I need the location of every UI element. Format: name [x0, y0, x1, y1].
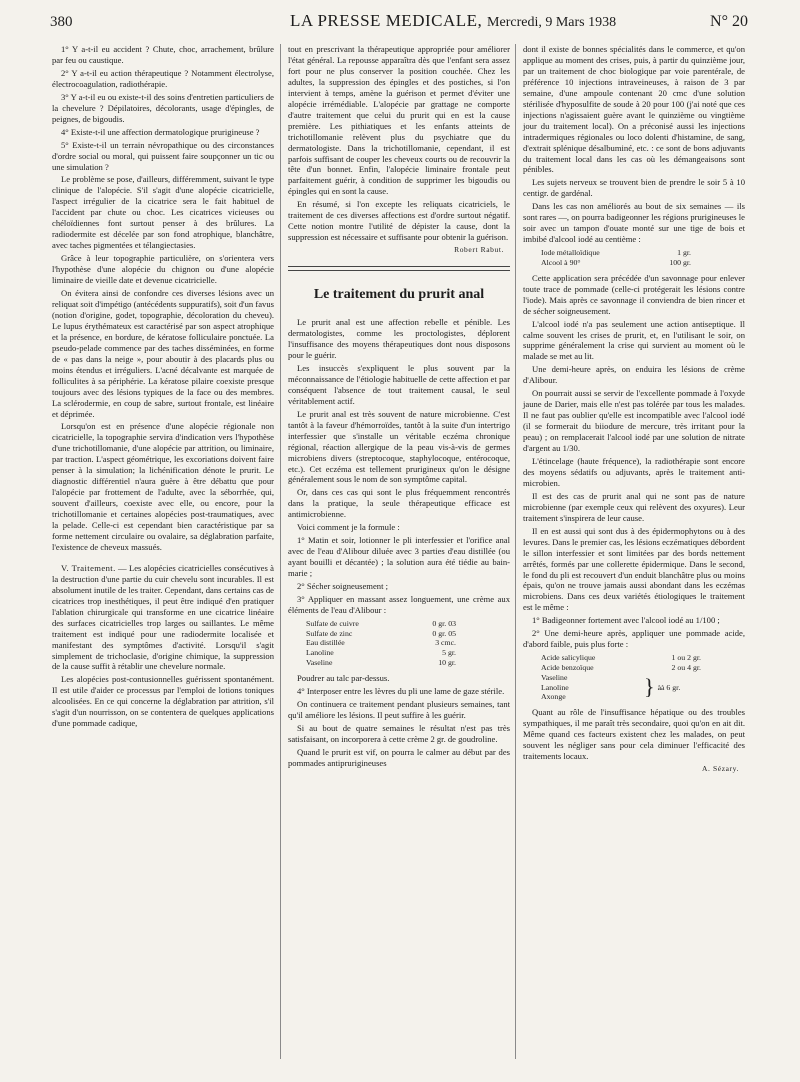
paragraph: En résumé, si l'on excepte les reliquats cicatriciels, le traitement de ces diverses affections est d'ordre surtout négatif. Cette notion montre l'utilité de dépister la cause, dont la suppression est nécessaire et suffisante pour obtenir la guérison.: [288, 199, 510, 243]
formula-base-qty: àà 6 gr.: [657, 682, 681, 692]
article-title: Le traitement du prurit anal: [313, 287, 485, 303]
brace-glyph: }: [644, 674, 655, 700]
paragraph: On continuera ce traitement pendant plusieurs semaines, tant qu'il améliore les lésions. Il peut suffire à les guérir.: [288, 698, 510, 720]
paragraph: 1° Y a-t-il eu accident ? Chute, choc, arrachement, brûlure par feu ou caustique.: [52, 44, 274, 65]
page-number: 380: [50, 14, 73, 30]
paragraph: Lorsqu'on est en présence d'une alopécie régionale non cicatricielle, la topographie servira d'indication vers l'hypothèse d'une trichotillomanie, d'une alopécie par attrition, ou liminaire, par traction. L'aspect géométrique, les excoriations doivent faire penser à la simulation; la lichénification dénote le prurit. Le diagnostic différentiel n'aura guère à être débattu que pour l'alopécie par frottement de l'adulte, avec la séborrhée, qui, souvent d'ailleurs, coexiste avec elle, ou encore, pour la trichotillomanie et certaines alopécies post-traumatiques, avec la pelade. Celle-ci est cependant bien caractéristique par sa forme nettement circulaire ou ovalaire, sa déglabration parfaite, l'existence de cheveux massués.: [52, 421, 274, 552]
paragraph: Les alopécies post-contusionnelles guérissent spontanément. Il est utile d'aider ce processus par l'emploi de lotions toniques alcoolisées. En ce qui concerne la déglabration par attrition, s'il s'agit d'un nourrisson, on se contentera de quelques applications d'une pommade cadique,: [52, 674, 274, 729]
paragraph: 2° Y a-t-il eu action thérapeutique ? Notamment électrolyse, électrocoagulation, radiothérapie.: [52, 67, 274, 89]
paragraph: Poudrer au talc par-dessus.: [297, 672, 390, 683]
paragraph: Il est des cas de prurit anal qui ne sont pas de nature microbienne (par exemple ceux qui relèvent des oxyures). Leur traitement s'inspirera de leur cause.: [523, 490, 745, 523]
paragraph: On évitera ainsi de confondre ces diverses lésions avec un reliquat soit d'impétigo (antécédents suppuratifs), soit d'un favus (notion d'origine, godet, topographie, décoloration du cheveu). Le lupus érythémateux est caractérisé par son aspect atrophique et la présence, en bordure, de kératose folliculaire ponctuée. La pseudo-pelade commence par des taches disséminées, en forme de « pas dans la neige », pour aboutir à des placards plus ou moins étendus et irréguliers. L'acné décalvante est marquée de folliculites à sa périphérie. La kératose pilaire coexiste presque toujours avec des lésions typiques de la face ou des membres. La sclérodermie, en coup de sabre, surtout frontale, est linéaire et déprimée.: [52, 288, 274, 419]
paragraph: Les sujets nerveux se trouvent bien de prendre le soir 5 à 10 centigr. de gardénal.: [523, 177, 745, 199]
paragraph: 5° Existe-t-il un terrain névropathique ou des circonstances d'ordre social ou moral, qui puissent faire soupçonner un tic ou une simulation ?: [52, 139, 274, 172]
issue-number: N° 20: [710, 13, 748, 30]
column-3: [523, 44, 745, 775]
paragraph: 2° Une demi-heure après, appliquer une pommade acide, d'abord faible, puis plus forte :: [523, 628, 745, 650]
paragraph: 1° Badigeonner fortement avec l'alcool iodé au 1/100 ;: [532, 615, 720, 626]
formula-row: Acide salicylique 1 ou 2 gr.: [541, 653, 701, 663]
paragraph: Cette application sera précédée d'un savonnage pour enlever toute trace de pommade (celle-ci protégerait les lésions contre l'iode). Mais après ce savonnage il conviendra de bien rincer et de sécher soigneusement.: [523, 272, 745, 316]
formula-base-list: Vaseline Lanoline Axonge: [541, 672, 569, 702]
formula-row: Eau distillée 3 cmc.: [306, 638, 456, 648]
paragraph: Le prurit anal est une affection rebelle et pénible. Les dermatologistes, comme les proctologistes, déplorent l'insuffisance des moyens thérapeutiques dont nous disposons pour le guérir.: [288, 317, 510, 360]
formula-row: Sulfate de zinc 0 gr. 05: [306, 628, 456, 638]
formula-brace-group: [541, 673, 745, 702]
author-signature: A. Sézary.: [702, 763, 739, 773]
formula-row: Lanoline 5 gr.: [306, 648, 456, 658]
paragraph: 2° Sécher soigneusement ;: [297, 581, 389, 592]
paragraph: Le prurit anal est très souvent de nature microbienne. C'est tantôt à la faveur d'hémorroïdes, tantôt à la suite d'un intertrigo interfessier que s'installe un véritable eczéma chronique régional, réaction allergique de la peau vis-à-vis de germes microbiens divers (streptocoque, staphylocoque, entérocoque, etc.). Cet eczéma est tellement prurigineux qu'on le désigne généralement sous le nom de son symptôme capital.: [288, 408, 510, 485]
paragraph: L'alcool iodé n'a pas seulement une action antiseptique. Il calme souvent les crises de prurit, et, en l'utilisant le soir, on supprime généralement la crise qui survient au moment où le malade se met au lit.: [523, 318, 745, 362]
paragraph: Dans les cas non améliorés au bout de six semaines — ils sont rares —, on pourra badigeonner les régions prurigineuses le soir avec un tampon d'ouate monté sur une tige de bois et imbibé d'alcool iodé au centième :: [523, 201, 745, 245]
journal-name: LA PRESSE MEDICALE,: [290, 11, 483, 30]
section-heading: V. Traitement.: [61, 562, 116, 573]
paragraph: Grâce à leur topographie particulière, on s'orientera vers l'hypothèse d'une alopécie du chignon ou d'une alopécie liminaire de vieille date et devenue cicatricielle.: [52, 253, 274, 286]
formula-iode: [541, 248, 745, 268]
page-header: [50, 10, 748, 36]
paragraph: tout en prescrivant la thérapeutique appropriée pour améliorer l'état général. La repousse apparaîtra dès que l'enfant sera assez fort pour ne plus conserver la position couchée. Chez les adultes, la suppression des épingles et des postiches, si l'on intervient à temps, amène la guérison et permet d'éviter une alopécie irrémédiable. L'alopécie par grattage ne comporte d'autre traitement que celui du prurit qui en est la cause première. Les pithiatiques et les enfants atteints de trichotillomanie relèvent plus du psychiatre que du dermatologiste. Dans la trichotillomanie, cependant, il est parfois suffisant de couper les cheveux courts ou de recouvrir la tête d'un bonnet. Enfin, l'alopécie liminaire frontale peut parfaitement guérir, à condition de supprimer les bigoudis ou épingles qui en sont la cause.: [288, 44, 510, 197]
formula-row: Iode métalloïdique 1 gr.: [541, 248, 691, 258]
formula-row: Vaseline 10 gr.: [306, 658, 456, 668]
formula-row: Sulfate de cuivre 0 gr. 03: [306, 618, 456, 628]
formula-row: Alcool à 90° 100 gr.: [541, 257, 691, 267]
formula-alibour: [306, 619, 510, 668]
column-2: [288, 44, 510, 771]
column-divider: [280, 44, 281, 1059]
journal-title: [290, 11, 616, 31]
paragraph: 1° Matin et soir, lotionner le pli interfessier et l'orifice anal avec de l'eau d'Alibour diluée avec 3 parties d'eau distillée (ou ayant bouilli et décantée) ; la solution aura été tiédie au bain-marie ;: [288, 535, 510, 579]
paragraph: [52, 563, 274, 673]
paragraph: 3° Appliquer en massant assez longuement, une crème aux éléments de l'eau d'Alibour :: [288, 593, 510, 615]
paragraph: 3° Y a-t-il eu ou existe-t-il des soins d'entretien particuliers de la chevelure ? Dépilatoires, décolorants, usage d'épingles, de peignes, de bigoudis.: [52, 91, 274, 124]
paragraph: 4° Existe-t-il une affection dermatologique prurigineuse ?: [61, 126, 260, 137]
article-rule: [288, 270, 510, 271]
paragraph: Quant au rôle de l'insuffisance hépatique ou des troubles sympathiques, il me paraît très secondaire, quoi qu'on en ait dit. Même quand ces facteurs existent chez les malades, on peut souvent les négliger sans pour cela diminuer l'efficacité des traitements locaux.: [523, 707, 745, 761]
paragraph-text: — Les alopécies cicatricielles consécutives à la destruction d'une partie du cuir chevelu sont incurables. Il est absolument inutile de les traiter. Cependant, dans certains cas de cicatrices trop inesthétiques, il peut être indiqué d'en pratiquer l'ablation chirurgicale qui transforme en une cicatrice linéaire des surfaces cicatricielles trop larges ou saillantes. Le même traitement est indiqué pour une radiodermite localisée et manifestant des symptômes d'activité. Lorsqu'il s'agit simplement de trichoclasie, d'origine chimique, la suppression de la cause suffit à rétablir une chevelure normale.: [52, 562, 274, 672]
paragraph: On pourrait aussi se servir de l'excellente pommade à l'oxyde jaune de Darier, mais elle n'est pas tolérée par tous les malades. Il ne faut pas oublier qu'elle est incompatible avec l'alcool iodé (il se formerait du biiodure de mercure, très irritant pour la peau) ; on remplacerait l'alcool iodé par une solution de nitrate d'argent au 1/30.: [523, 388, 745, 454]
paragraph: Or, dans ces cas qui sont le plus fréquemment rencontrés dans la pratique, la seule thérapeutique efficace est antimicrobienne.: [288, 487, 510, 520]
formula-row: Acide benzoïque 2 ou 4 gr.: [541, 663, 701, 672]
author-signature: Robert Rabut.: [454, 245, 504, 255]
article-rule: [288, 266, 510, 267]
paragraph: dont il existe de bonnes spécialités dans le commerce, et qu'on applique au moment des crises, puis, à partir du quinzième jour, par un traitement de choc biologique par voie parentérale, de préférence 10 injections intraveineuses, à raison de 3 par semaine, d'une ampoule contenant 20 cmc d'une solution stérilisée d'hyposulfite de soude à 20 pour 100 (j'ai noté que ces injections n'agissaient guère avant le quinzième ou vingtième jour du traitement local). On a préconisé aussi les injections intradermiques régionales ou loco dolenti d'histamine, de sang, d'extrait splénique désalbuminé, etc. : ce sont de bons adjuvants du traitement local dans les cas où les démangeaisons sont pénibles.: [523, 44, 745, 175]
paragraph: Voici comment je la formule :: [297, 522, 400, 533]
paragraph: Les insuccès s'expliquent le plus souvent par la méconnaissance de l'étiologie habituelle de cette affection et par conséquent l'absence de tout traitement causal, le seul véritablement actif.: [288, 362, 510, 406]
paragraph: Quand le prurit est vif, on pourra le calmer au début par des pommades antiprurigineuses: [288, 746, 510, 768]
column-divider: [515, 44, 516, 1059]
paragraph: 4° Interposer entre les lèvres du pli une lame de gaze stérile.: [297, 685, 505, 696]
paragraph: Il en est aussi qui sont dus à des épidermophytons ou à des levures. Dans le premier cas, les lésions eczématiques débordent le sillon interfessier et sont limitées par des bords nettement arrêtés, formés par une collerette épidermique. Dans le second, le fond du pli est recouvert d'un enduit blanchâtre plus ou moins épais, qu'on ne trouve jamais aussi abondant dans les eczémas microbiens. Dans ces deux variétés étiologiques le traitement est le même :: [523, 525, 745, 613]
paragraph: Si au bout de quatre semaines le résultat n'est pas très satisfaisant, on incorporera à cette crème 2 gr. de goudroline.: [288, 722, 510, 744]
formula-acide: [541, 653, 745, 702]
paragraph: L'étincelage (haute fréquence), la radiothérapie sont encore des moyens sédatifs ou adjuvants, après le traitement anti-microbien.: [523, 456, 745, 488]
issue-date: Mercredi, 9 Mars 1938: [487, 15, 617, 30]
paragraph: Une demi-heure après, on enduira les lésions de crème d'Alibour.: [523, 364, 745, 386]
column-1: [52, 44, 274, 731]
paragraph: Le problème se pose, d'ailleurs, différemment, suivant le type clinique de l'alopécie. S'il s'agit d'une alopécie cicatricielle, l'aspect irrégulier de la cicatrice sera le fait habituel de l'accident par chute ou choc. Les cicatrices vicieuses ou chéloïdiennes font surtout penser à des brûlures. La radiodermite est décelée par son fond atrophique, blanchâtre, avec taches pigmentées et télangiectasies.: [52, 174, 274, 251]
